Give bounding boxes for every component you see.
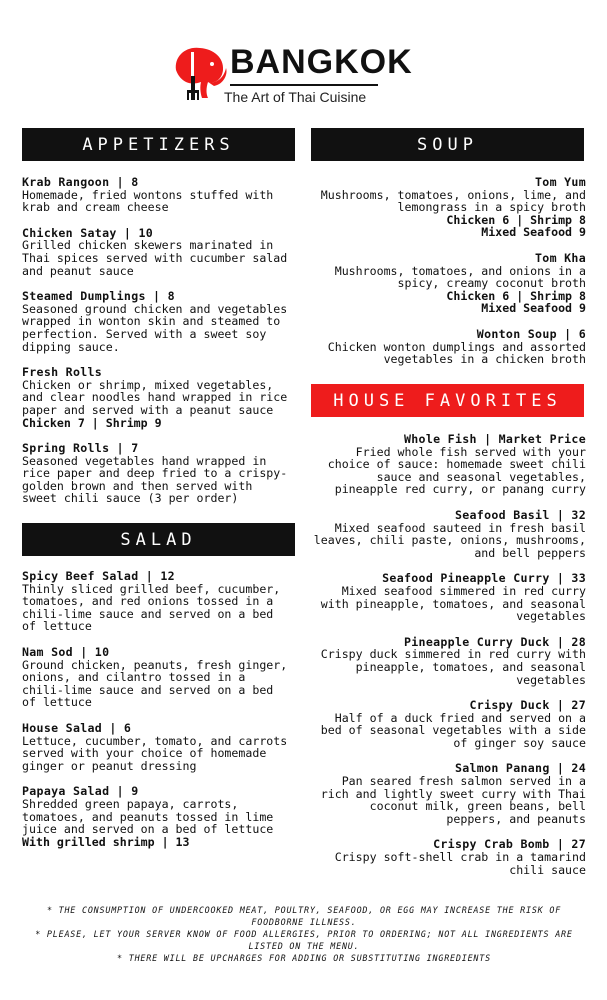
footer-notes	[18, 904, 590, 964]
salad-list	[22, 570, 294, 861]
item-description: Mixed seafood sauteed in fresh basil leaves, chili paste, onions, mushrooms, and bell peppers	[313, 520, 586, 560]
item-description: Mixed seafood simmered in red curry with pineapple, tomatoes, and seasonal vegetables	[320, 583, 586, 624]
item-name: Papaya Salad | 9	[22, 784, 139, 799]
item-name: Seafood Pineapple Curry | 33	[382, 571, 586, 586]
item-description: Mushrooms, tomatoes, and onions in a spicy, creamy coconut broth	[334, 263, 586, 291]
item-name: Pineapple Curry Duck | 28	[403, 634, 586, 649]
item-name: House Salad | 6	[22, 720, 132, 735]
item-name: Seafood Basil | 32	[454, 507, 586, 522]
menu-item	[22, 227, 294, 277]
menu-item	[310, 838, 586, 876]
item-name: Salmon Panang | 24	[454, 761, 586, 776]
item-name: Tom Yum	[535, 175, 586, 189]
item-description: Grilled chicken skewers marinated in Thai spices served with cucumber salad and peanut sauce	[22, 238, 288, 278]
menu-item	[22, 570, 294, 633]
item-name: Chicken Satay | 10	[22, 225, 154, 240]
item-description: Thinly sliced grilled beef, cucumber, tomatoes, and red onions tossed in a chili-lime sauce and served on a bed of lettuce	[22, 581, 281, 634]
menu-item	[310, 328, 586, 366]
item-description: Ground chicken, peanuts, fresh ginger, onions, and cilantro tossed in a chili-lime sauce and served on a bed of lettuce	[22, 657, 288, 710]
house-favorites-list	[310, 433, 586, 889]
item-description: Crispy soft-shell crab in a tamarind chili sauce	[334, 850, 586, 877]
item-description: Crispy duck simmered in red curry with pineapple, tomatoes, and seasonal vegetables	[320, 647, 586, 687]
item-description: Lettuce, cucumber, tomato, and carrots served with your choice of homemade ginger or peanut dressing	[22, 733, 288, 773]
item-description: Mushrooms, tomatoes, onions, lime, and lemongrass in a spicy broth	[320, 187, 586, 215]
menu-item	[22, 646, 294, 709]
item-name: Spring Rolls | 7	[22, 441, 139, 456]
item-price: Chicken 6 | Shrimp 8	[446, 288, 586, 303]
item-description: Chicken or shrimp, mixed vegetables, and clear noodles hand wrapped in rice paper and served with a peanut sauce	[22, 377, 288, 417]
menu-item	[310, 509, 586, 559]
item-name: Crispy Duck | 27	[469, 698, 586, 713]
item-description: Half of a duck fried and served on a bed of seasonal vegetables with a side of ginger soy sauce	[320, 710, 586, 750]
item-description: Chicken wonton dumplings and assorted vegetables in a chicken broth	[327, 339, 586, 367]
appetizers-header: APPETIZERS	[22, 128, 295, 161]
item-description: Shredded green papaya, carrots, tomatoes, and peanuts tossed in lime juice and served on a bed of lettuce	[22, 796, 274, 837]
menu-item	[310, 699, 586, 749]
item-name: Krab Rangoon | 8	[22, 175, 139, 189]
item-name: Tom Kha	[535, 250, 586, 265]
menu-item	[22, 442, 294, 505]
item-name: Fresh Rolls	[22, 365, 103, 380]
menu-item	[310, 433, 586, 496]
menu-item	[22, 366, 294, 429]
menu-item	[310, 176, 586, 239]
soup-header: SOUP	[311, 128, 584, 161]
restaurant-logo	[168, 40, 413, 110]
note-undercooked: * THE CONSUMPTION OF UNDERCOOKED MEAT, POULTRY, SEAFOOD, OR EGG MAY INCREASE THE RISK OF FOODBORNE ILLNESS.	[46, 905, 567, 927]
elephant-fork-icon	[168, 42, 230, 102]
item-description: Fried whole fish served with your choice of sauce: homemade sweet chili sauce and seasonal vegetables, pineapple red curry, or panang curry	[327, 444, 586, 497]
item-price: With grilled shrimp | 13	[22, 834, 190, 849]
restaurant-tagline: The Art of Thai Cuisine	[224, 89, 367, 105]
menu-item	[22, 722, 294, 772]
item-name: Steamed Dumplings | 8	[22, 289, 175, 304]
appetizers-list	[22, 176, 294, 518]
item-name: Nam Sod | 10	[22, 644, 110, 659]
item-name: Whole Fish | Market Price	[403, 432, 586, 446]
item-name: Crispy Crab Bomb | 27	[433, 837, 586, 852]
note-allergies: * PLEASE, LET YOUR SERVER KNOW OF FOOD ALLERGIES, PRIOR TO ORDERING; NOT ALL INGREDIENTS ARE LISTED ON THE MENU.	[35, 929, 579, 951]
menu-item	[22, 785, 294, 848]
menu-item	[310, 252, 586, 315]
item-description: Pan seared fresh salmon served in a rich and lightly sweet curry with Thai coconut milk, green beans, bell peppers, and peanuts	[320, 774, 586, 826]
menu-item	[310, 762, 586, 825]
item-price: Mixed Seafood 9	[481, 301, 586, 316]
item-name: Spicy Beef Salad | 12	[22, 569, 175, 583]
item-description: Homemade, fried wontons stuffed with krab and cream cheese	[22, 187, 274, 215]
menu-item	[310, 636, 586, 686]
item-name: Wonton Soup | 6	[476, 326, 586, 341]
logo-divider	[230, 84, 378, 86]
item-price: Chicken 6 | Shrimp 8	[446, 212, 586, 227]
menu-item	[22, 290, 294, 353]
house-favorites-header: HOUSE FAVORITES	[311, 384, 584, 417]
note-upcharges: * THERE WILL BE UPCHARGES FOR ADDING OR SUBSTITUTING INGREDIENTS	[117, 953, 491, 963]
menu-item	[310, 572, 586, 622]
salad-header: SALAD	[22, 523, 295, 556]
menu-item	[22, 176, 294, 214]
item-description: Seasoned vegetables hand wrapped in rice paper and deep fried to a crispy-golden brown and then served with sweet chili sauce (3 per order)	[22, 453, 288, 506]
restaurant-name: BANGKOK	[230, 43, 413, 81]
item-price: Mixed Seafood 9	[481, 225, 586, 240]
soup-list	[310, 176, 586, 379]
item-description: Seasoned ground chicken and vegetables wrapped in wonton skin and steamed to perfection. Served with a sweet soy dipping sauce.	[22, 301, 288, 354]
item-price: Chicken 7 | Shrimp 9	[22, 415, 162, 430]
